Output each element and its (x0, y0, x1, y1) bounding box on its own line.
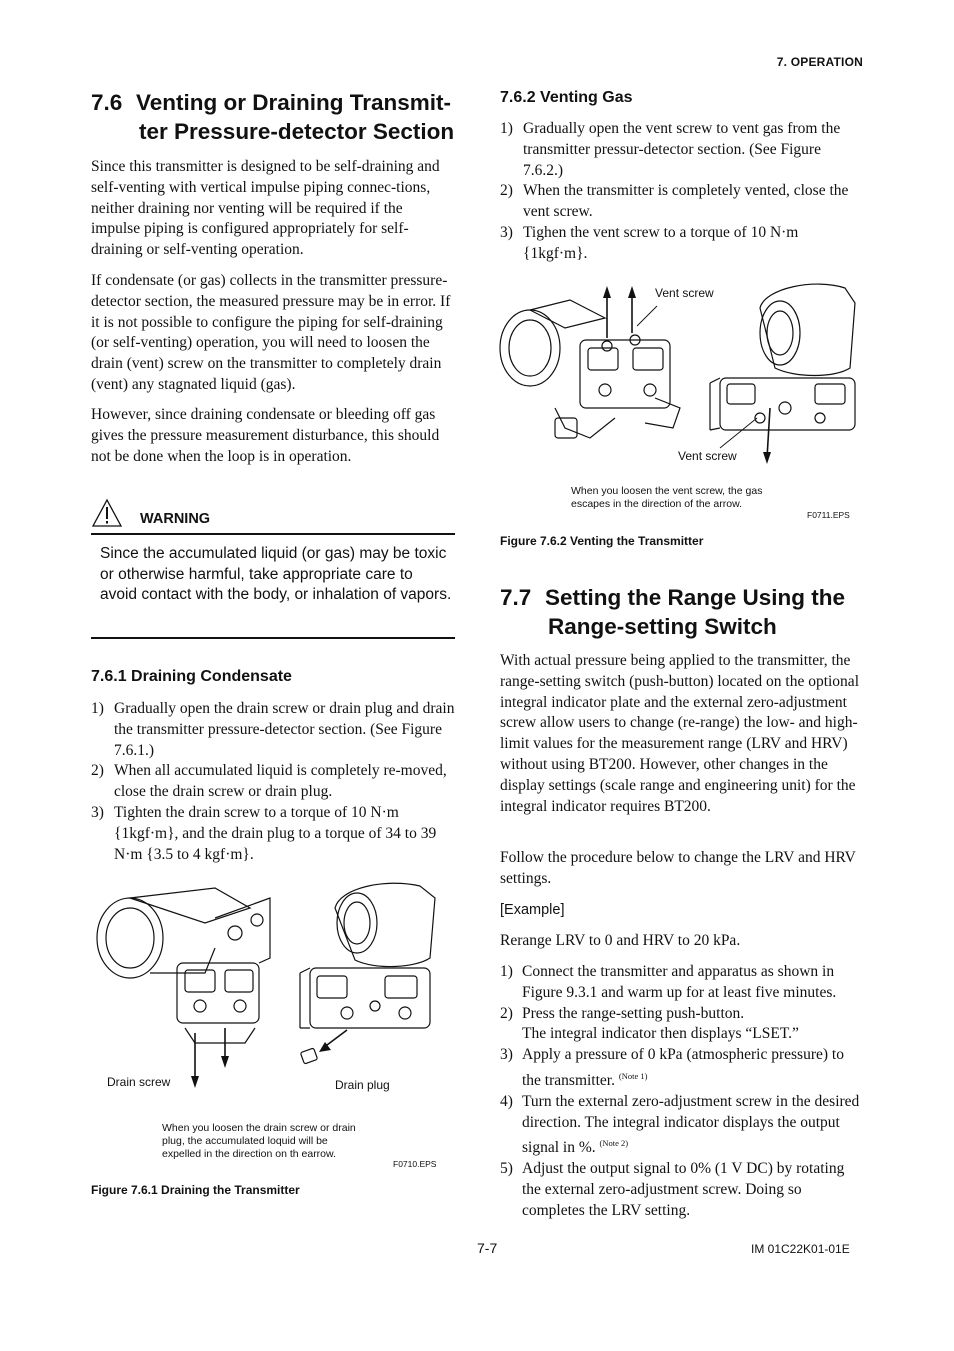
figure-7-6-1-note: When you loosen the drain screw or drain plug, the accumulated loquid will be expelled in the direction on th earrow. (162, 1122, 356, 1160)
list-item: 4) Turn the external zero-adjustment screw in the desired direction. The integral indicator displays the output signal in %. $^{(Note 2)}$ (500, 1092, 860, 1157)
figure-7-6-2-note: When you loosen the vent screw, the gas escapes in the direction of the arrow. (571, 485, 763, 510)
figure-7-6-1-illustration (85, 878, 445, 1098)
transmitter-left-drawing (97, 888, 270, 1043)
warning-title: WARNING (140, 511, 211, 527)
figure-7-6-2-illustration (495, 278, 865, 468)
warning-box (91, 498, 455, 643)
vent-screw-bottom-label: Vent screw (678, 449, 737, 463)
transmitter-right-drawing (300, 883, 435, 1028)
figure-7-6-1-code: F0710.EPS (393, 1159, 437, 1169)
note-1-ref: (Note 1) (618, 1070, 648, 1081)
section-number: 7.7 (500, 585, 532, 610)
transmitter-vent-left-drawing (500, 300, 680, 438)
section-7-6-paragraph-2: If condensate (or gas) collects in the transmitter pressure-detector section, the measured pressure may be in error. If it is not possible to configure the piping for self-draining (or self-venting) operation, you will need to loosen the drain (vent) screw on the transmitter to completely drain (vent) any stagnated liquid (gas). (91, 272, 451, 393)
draining-steps-list (91, 699, 455, 865)
section-number: 7.6 (91, 90, 123, 115)
note-2-ref: (Note 2) (599, 1138, 629, 1149)
list-item: 2) When all accumulated liquid is completely re-moved, close the drain screw or drain plug. (91, 762, 447, 801)
venting-steps-list (500, 119, 862, 265)
section-7-6-heading (91, 88, 461, 146)
figure-7-6-1-caption: Figure 7.6.1 Draining the Transmitter (91, 1183, 300, 1197)
section-title-line1: Setting the Range Using the (545, 585, 846, 610)
section-7-6-paragraph-3: However, since draining condensate or bleeding off gas gives the pressure measurement disturbance, this should not be done when the loop is in operation. (91, 406, 440, 465)
section-7-7-paragraph-1: With actual pressure being applied to the transmitter, the range-setting switch (push-button) located on the optional integral indicator plate and the external zero-adjustment screw allow users to change (re-range) the low- and high-limit values for the measurement range (LRV and HRV) without using BT200. However, other changes in the display settings (scale range and engineering unit) for the integral indicator requires BT200. (500, 652, 859, 815)
figure-7-6-2-caption: Figure 7.6.2 Venting the Transmitter (500, 534, 704, 548)
section-title-line1: Venting or Draining Transmit- (136, 90, 452, 115)
list-item: 2) When the transmitter is completely vented, close the vent screw. (500, 182, 849, 221)
drain-plug-label: Drain plug (335, 1078, 390, 1092)
range-setting-steps-list (500, 962, 864, 1222)
drain-screw-label: Drain screw (107, 1075, 171, 1089)
list-item: 3) Apply a pressure of 0 kPa (atmospheric pressure) to the transmitter. $^{(Note 1)}$ (500, 1046, 844, 1089)
page-number: 7-7 (477, 1240, 498, 1256)
list-item: 1) Gradually open the drain screw or drain plug and drain the transmitter pressure-detector section. (See Figure 7.6.1.) (91, 700, 455, 759)
section-title-line2: Range-setting Switch (548, 614, 777, 639)
list-item: 1) Gradually open the vent screw to vent gas from the transmitter pressur-detector section. (See Figure 7.6.2.) (500, 120, 841, 179)
transmitter-vent-right-drawing (710, 284, 855, 430)
figure-7-6-2-code: F0711.EPS (807, 510, 850, 520)
list-item: 3) Tighen the vent screw to a torque of 10 N·m {1kgf·m}. (500, 223, 799, 262)
example-text: Rerange LRV to 0 and HRV to 20 kPa. (500, 932, 741, 949)
document-id: IM 01C22K01-01E (751, 1242, 850, 1256)
section-7-6-1-heading: 7.6.1 Draining Condensate (91, 668, 292, 685)
section-7-7-paragraph-2: Follow the procedure below to change the LRV and HRV settings. (500, 849, 856, 887)
warning-bottom-rule (91, 637, 455, 639)
list-item: 1) Connect the transmitter and apparatus as shown in Figure 9.3.1 and warm up for at least five minutes. (500, 963, 837, 1001)
warning-top-rule (91, 533, 455, 535)
list-item: 5) Adjust the output signal to 0% (1 V DC) by rotating the external zero-adjustment screw. Doing so completes the LRV setting. (500, 1160, 845, 1219)
vent-screw-top-label: Vent screw (655, 286, 714, 300)
example-label: [Example] (500, 902, 565, 918)
section-7-6-paragraph-1: Since this transmitter is designed to be self-draining and self-venting with vertical impulse piping connec-tions, neither draining nor venting will be required if the impulse piping is configured appropriately for self-draining or self-venting operation. (91, 158, 440, 259)
section-7-6-2-heading: 7.6.2 Venting Gas (500, 89, 633, 106)
section-title-line2: ter Pressure-detector Section (139, 119, 455, 144)
running-head: 7. OPERATION (776, 55, 863, 69)
list-item: 2) Press the range-setting push-button. The integral indicator then displays “LSET.” (500, 1004, 799, 1043)
section-7-7-heading (500, 583, 870, 641)
warning-triangle-icon (91, 498, 123, 528)
warning-body: Since the accumulated liquid (or gas) may be toxic or otherwise harmful, take appropriate care to avoid contact with the body, or inhalation of vapors. (100, 545, 452, 603)
list-item: 3) Tighten the drain screw to a torque of 10 N·m {1kgf·m}, and the drain plug to a torque of 34 to 39 N·m {3.5 to 4 kgf·m}. (91, 803, 437, 863)
